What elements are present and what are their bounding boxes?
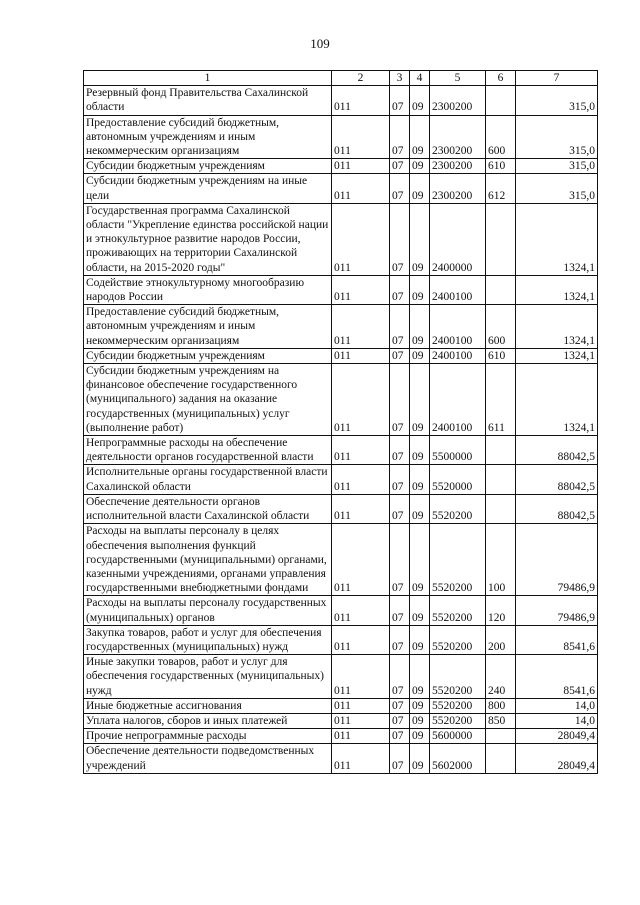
item-name-cell: Расходы на выплаты персоналу государственных (муниципальных) органов: [84, 596, 332, 625]
subsection-code-cell: 09: [410, 174, 430, 203]
expense-type-cell: 100: [486, 524, 516, 596]
subsection-code-cell: 09: [410, 494, 430, 523]
section-code-cell: 07: [390, 159, 410, 174]
amount-cell: 79486,9: [516, 524, 598, 596]
section-code-cell: 07: [390, 494, 410, 523]
amount-cell: 8541,6: [516, 655, 598, 699]
item-name-cell: Государственная программа Сахалинской области "Укрепление единства российской нации и этнокультурное развитие народов России, проживающих на территории Сахалинской области, на 2015-2020 годы": [84, 203, 332, 275]
ministry-code-cell: 011: [332, 625, 390, 654]
ministry-code-cell: 011: [332, 86, 390, 115]
amount-cell: 1324,1: [516, 305, 598, 349]
table-row: [84, 729, 598, 744]
table-row: [84, 115, 598, 159]
table-row: [84, 436, 598, 465]
ministry-code-cell: 011: [332, 364, 390, 436]
subsection-code-cell: 09: [410, 729, 430, 744]
target-article-cell: 5520200: [430, 698, 486, 713]
table-row: [84, 305, 598, 349]
section-code-cell: 07: [390, 465, 410, 494]
item-name-cell: Закупка товаров, работ и услуг для обеспечения государственных (муниципальных) нужд: [84, 625, 332, 654]
target-article-cell: 5600000: [430, 729, 486, 744]
ministry-code-cell: 011: [332, 159, 390, 174]
target-article-cell: 5520200: [430, 655, 486, 699]
section-code-cell: 07: [390, 596, 410, 625]
item-name-cell: Резервный фонд Правительства Сахалинской области: [84, 86, 332, 115]
table-row: [84, 494, 598, 523]
amount-cell: 88042,5: [516, 436, 598, 465]
table-row: [84, 625, 598, 654]
table-row: [84, 524, 598, 596]
header-cell: 3: [390, 71, 410, 86]
amount-cell: 1324,1: [516, 348, 598, 363]
target-article-cell: 2400100: [430, 348, 486, 363]
expense-type-cell: 120: [486, 596, 516, 625]
table-row: [84, 159, 598, 174]
section-code-cell: 07: [390, 655, 410, 699]
ministry-code-cell: 011: [332, 494, 390, 523]
subsection-code-cell: 09: [410, 744, 430, 773]
section-code-cell: 07: [390, 698, 410, 713]
target-article-cell: 5520200: [430, 625, 486, 654]
amount-cell: 88042,5: [516, 494, 598, 523]
expense-type-cell: [486, 494, 516, 523]
item-name-cell: Предоставление субсидий бюджетным, автономным учреждениям и иным некоммерческим организациям: [84, 115, 332, 159]
item-name-cell: Субсидии бюджетным учреждениям на финансовое обеспечение государственного (муниципального) задания на оказание государственных (муниципальных) услуг (выполнение работ): [84, 364, 332, 436]
subsection-code-cell: 09: [410, 115, 430, 159]
target-article-cell: 5500000: [430, 436, 486, 465]
ministry-code-cell: 011: [332, 744, 390, 773]
amount-cell: 1324,1: [516, 203, 598, 275]
expense-type-cell: [486, 465, 516, 494]
header-cell: 6: [486, 71, 516, 86]
target-article-cell: 2300200: [430, 115, 486, 159]
target-article-cell: 5602000: [430, 744, 486, 773]
amount-cell: 315,0: [516, 159, 598, 174]
header-cell: 4: [410, 71, 430, 86]
subsection-code-cell: 09: [410, 203, 430, 275]
budget-table: [83, 70, 598, 774]
header-cell: 5: [430, 71, 486, 86]
target-article-cell: 2400100: [430, 305, 486, 349]
expense-type-cell: 610: [486, 348, 516, 363]
table-row: [84, 698, 598, 713]
item-name-cell: Обеспечение деятельности органов исполнительной власти Сахалинской области: [84, 494, 332, 523]
ministry-code-cell: 011: [332, 655, 390, 699]
amount-cell: 8541,6: [516, 625, 598, 654]
ministry-code-cell: 011: [332, 203, 390, 275]
target-article-cell: 2300200: [430, 174, 486, 203]
target-article-cell: 5520200: [430, 596, 486, 625]
target-article-cell: 5520200: [430, 494, 486, 523]
subsection-code-cell: 09: [410, 524, 430, 596]
amount-cell: 1324,1: [516, 275, 598, 304]
amount-cell: 315,0: [516, 115, 598, 159]
amount-cell: 14,0: [516, 698, 598, 713]
subsection-code-cell: 09: [410, 364, 430, 436]
table-row: [84, 465, 598, 494]
subsection-code-cell: 09: [410, 713, 430, 728]
header-cell: 7: [516, 71, 598, 86]
section-code-cell: 07: [390, 625, 410, 654]
expense-type-cell: 800: [486, 698, 516, 713]
expense-type-cell: 610: [486, 159, 516, 174]
header-row: [84, 71, 598, 86]
table-row: [84, 596, 598, 625]
subsection-code-cell: 09: [410, 159, 430, 174]
table-row: [84, 364, 598, 436]
table-row: [84, 174, 598, 203]
section-code-cell: 07: [390, 348, 410, 363]
expense-type-cell: 612: [486, 174, 516, 203]
item-name-cell: Уплата налогов, сборов и иных платежей: [84, 713, 332, 728]
section-code-cell: 07: [390, 729, 410, 744]
ministry-code-cell: 011: [332, 436, 390, 465]
expense-type-cell: [486, 203, 516, 275]
expense-type-cell: [486, 729, 516, 744]
section-code-cell: 07: [390, 275, 410, 304]
amount-cell: 79486,9: [516, 596, 598, 625]
expense-type-cell: 850: [486, 713, 516, 728]
ministry-code-cell: 011: [332, 174, 390, 203]
item-name-cell: Субсидии бюджетным учреждениям: [84, 348, 332, 363]
item-name-cell: Исполнительные органы государственной власти Сахалинской области: [84, 465, 332, 494]
subsection-code-cell: 09: [410, 275, 430, 304]
ministry-code-cell: 011: [332, 729, 390, 744]
subsection-code-cell: 09: [410, 86, 430, 115]
section-code-cell: 07: [390, 174, 410, 203]
item-name-cell: Субсидии бюджетным учреждениям на иные цели: [84, 174, 332, 203]
subsection-code-cell: 09: [410, 596, 430, 625]
subsection-code-cell: 09: [410, 698, 430, 713]
amount-cell: 14,0: [516, 713, 598, 728]
amount-cell: 88042,5: [516, 465, 598, 494]
header-cell: 1: [84, 71, 332, 86]
ministry-code-cell: 011: [332, 275, 390, 304]
target-article-cell: 2400100: [430, 364, 486, 436]
target-article-cell: 2300200: [430, 86, 486, 115]
ministry-code-cell: 011: [332, 305, 390, 349]
section-code-cell: 07: [390, 744, 410, 773]
section-code-cell: 07: [390, 713, 410, 728]
expense-type-cell: [486, 436, 516, 465]
item-name-cell: Субсидии бюджетным учреждениям: [84, 159, 332, 174]
item-name-cell: Расходы на выплаты персоналу в целях обеспечения выполнения функций государственными (муниципальными) органами, казенными учреждениями, органами управления государственными внебюджетными фондами: [84, 524, 332, 596]
ministry-code-cell: 011: [332, 596, 390, 625]
table-row: [84, 744, 598, 773]
subsection-code-cell: 09: [410, 305, 430, 349]
item-name-cell: Обеспечение деятельности подведомственных учреждений: [84, 744, 332, 773]
item-name-cell: Прочие непрограммные расходы: [84, 729, 332, 744]
item-name-cell: Иные закупки товаров, работ и услуг для обеспечения государственных (муниципальных) нужд: [84, 655, 332, 699]
ministry-code-cell: 011: [332, 713, 390, 728]
table-row: [84, 275, 598, 304]
expense-type-cell: [486, 86, 516, 115]
table-row: [84, 713, 598, 728]
subsection-code-cell: 09: [410, 625, 430, 654]
target-article-cell: 2400000: [430, 203, 486, 275]
subsection-code-cell: 09: [410, 436, 430, 465]
header-cell: 2: [332, 71, 390, 86]
expense-type-cell: 200: [486, 625, 516, 654]
target-article-cell: 2300200: [430, 159, 486, 174]
subsection-code-cell: 09: [410, 655, 430, 699]
ministry-code-cell: 011: [332, 698, 390, 713]
section-code-cell: 07: [390, 203, 410, 275]
target-article-cell: 2400100: [430, 275, 486, 304]
ministry-code-cell: 011: [332, 348, 390, 363]
expense-type-cell: 240: [486, 655, 516, 699]
expense-type-cell: [486, 744, 516, 773]
ministry-code-cell: 011: [332, 115, 390, 159]
page-number: 109: [310, 36, 330, 51]
table-row: [84, 86, 598, 115]
expense-type-cell: 611: [486, 364, 516, 436]
section-code-cell: 07: [390, 524, 410, 596]
amount-cell: 28049,4: [516, 744, 598, 773]
expense-type-cell: 600: [486, 305, 516, 349]
target-article-cell: 5520200: [430, 524, 486, 596]
amount-cell: 315,0: [516, 86, 598, 115]
item-name-cell: Содействие этнокультурному многообразию народов России: [84, 275, 332, 304]
item-name-cell: Предоставление субсидий бюджетным, автономным учреждениям и иным некоммерческим организациям: [84, 305, 332, 349]
section-code-cell: 07: [390, 86, 410, 115]
amount-cell: 28049,4: [516, 729, 598, 744]
ministry-code-cell: 011: [332, 465, 390, 494]
section-code-cell: 07: [390, 115, 410, 159]
section-code-cell: 07: [390, 364, 410, 436]
section-code-cell: 07: [390, 305, 410, 349]
expense-type-cell: [486, 275, 516, 304]
subsection-code-cell: 09: [410, 465, 430, 494]
ministry-code-cell: 011: [332, 524, 390, 596]
table-row: [84, 203, 598, 275]
amount-cell: 1324,1: [516, 364, 598, 436]
target-article-cell: 5520200: [430, 713, 486, 728]
section-code-cell: 07: [390, 436, 410, 465]
expense-type-cell: 600: [486, 115, 516, 159]
target-article-cell: 5520000: [430, 465, 486, 494]
amount-cell: 315,0: [516, 174, 598, 203]
table-row: [84, 655, 598, 699]
item-name-cell: Непрограммные расходы на обеспечение деятельности органов государственной власти: [84, 436, 332, 465]
subsection-code-cell: 09: [410, 348, 430, 363]
item-name-cell: Иные бюджетные ассигнования: [84, 698, 332, 713]
table-row: [84, 348, 598, 363]
